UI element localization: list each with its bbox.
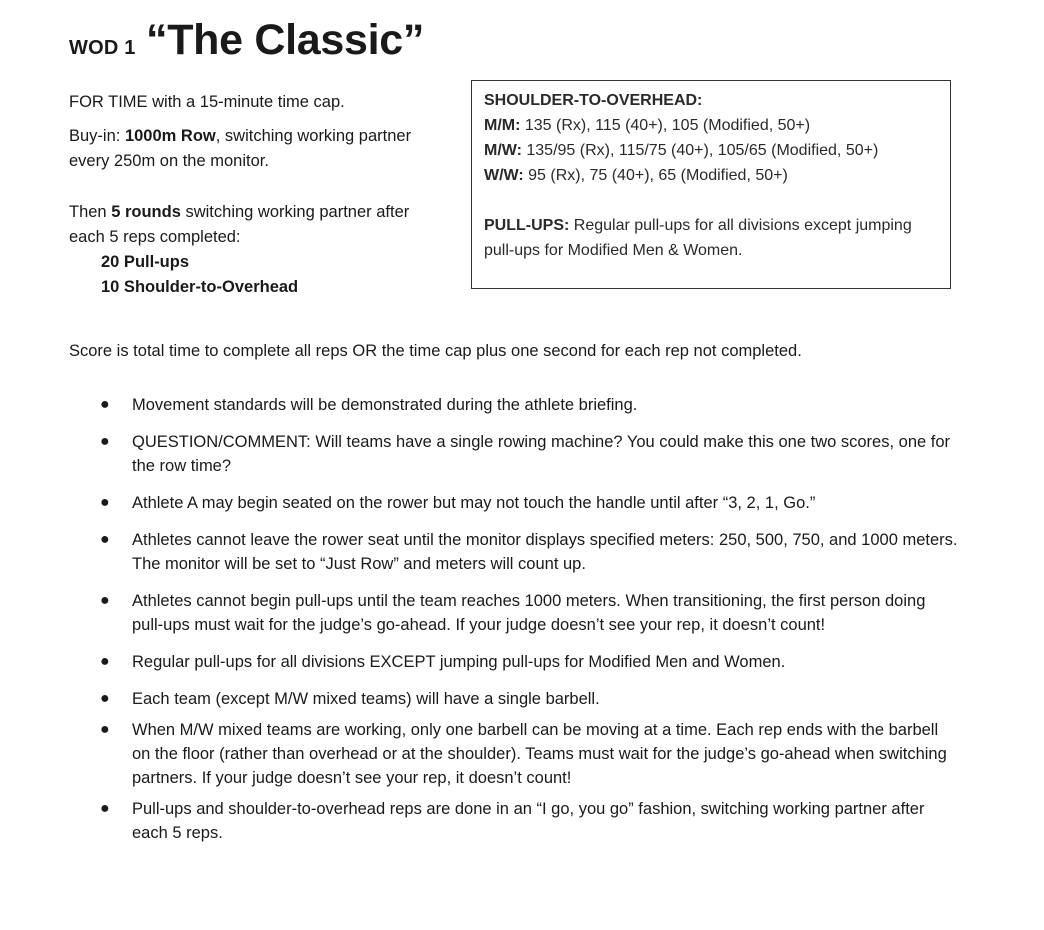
bullet-icon: ● [100,592,110,609]
standards-box [471,80,951,289]
bullet-icon: ● [100,531,110,548]
standard-text: 135/95 (Rx), 115/75 (40+), 105/65 (Modified, 50+) [521,142,879,159]
pull-ups-label: PULL-UPS: [484,217,570,234]
movement-pull-ups: 20 Pull-ups [101,253,190,271]
bullet-icon: ● [100,494,110,511]
buy-in-bold: 1000m Row [124,127,216,145]
pull-ups-standard [484,213,938,263]
score-description: Score is total time to complete all reps OR the time cap plus one second for each rep not completed. [69,342,802,360]
standard-label: M/W: [484,142,522,159]
rules-list [100,393,960,858]
list-item [100,491,960,515]
list-item-text: Pull-ups and shoulder-to-overhead reps are done in an “I go, you go” fashion, switching working partner after each 5 reps. [132,800,925,842]
buy-in-prefix: Buy-in: [69,127,125,145]
list-item [100,589,960,637]
list-item [100,393,960,417]
list-item-text: Movement standards will be demonstrated during the athlete briefing. [132,396,638,414]
buy-in-suffix: , switching working partner every 250m on the monitor. [69,127,412,170]
rounds-bold: 5 rounds [111,203,181,221]
wod-label: WOD 1 [69,37,136,59]
time-cap-line: FOR TIME with a 15-minute time cap. [69,93,345,111]
workout-title: “The Classic” [146,16,425,64]
list-item-text: Athlete A may begin seated on the rower but may not touch the handle until after “3, 2, 1, Go.” [132,494,816,512]
rounds-prefix: Then [69,203,112,221]
rounds-suffix: switching working partner after each 5 reps completed: [69,203,410,246]
list-item [100,797,960,845]
bullet-icon: ● [100,721,110,738]
movement-shoulder-to-overhead: 10 Shoulder-to-Overhead [101,278,299,296]
bullet-icon: ● [100,800,110,817]
list-item [100,718,960,790]
list-item-text: When M/W mixed teams are working, only one barbell can be moving at a time. Each rep ends with the barbell on the floor (rather than overhead or at the shoulder). Teams must wait for the judge’s go-ahead when switching partners. If your judge doesn’t see your rep, it doesn’t count! [132,721,947,787]
workout-description [69,90,439,300]
list-item [100,687,960,711]
list-item-text: Athletes cannot begin pull-ups until the team reaches 1000 meters. When transitioning, the first person doing pull-ups must wait for the judge’s go-ahead. If your judge doesn’t see your rep, it doesn’t count! [132,592,926,634]
list-item-text: Athletes cannot leave the rower seat until the monitor displays specified meters: 250, 500, 750, and 1000 meters. The monitor will be set to “Just Row” and meters will count up. [132,531,958,573]
standard-label: M/M: [484,117,521,134]
list-item [100,650,960,674]
standard-text: 95 (Rx), 75 (40+), 65 (Modified, 50+) [523,167,788,184]
standard-text: 135 (Rx), 115 (40+), 105 (Modified, 50+) [520,117,811,134]
list-item-text: Regular pull-ups for all divisions EXCEPT jumping pull-ups for Modified Men and Women. [132,653,786,671]
rounds-line [69,200,439,250]
list-item [100,528,960,576]
buy-in-line [69,124,439,174]
bullet-icon: ● [100,690,110,707]
list-item [100,430,960,478]
s2o-heading: SHOULDER-TO-OVERHEAD: [484,92,703,109]
list-item-text: QUESTION/COMMENT: Will teams have a single rowing machine? You could make this one two scores, one for the row time? [132,433,951,475]
standard-label: W/W: [484,167,524,184]
standard-row-ww [484,163,938,188]
bullet-icon: ● [100,396,110,413]
list-item-text: Each team (except M/W mixed teams) will have a single barbell. [132,690,600,708]
bullet-icon: ● [100,653,110,670]
title-row [69,16,424,65]
standard-row-mw [484,138,938,163]
bullet-icon: ● [100,433,110,450]
standard-row-mm [484,113,938,138]
pull-ups-text: Regular pull-ups for all divisions except jumping pull-ups for Modified Men & Women. [484,217,912,259]
